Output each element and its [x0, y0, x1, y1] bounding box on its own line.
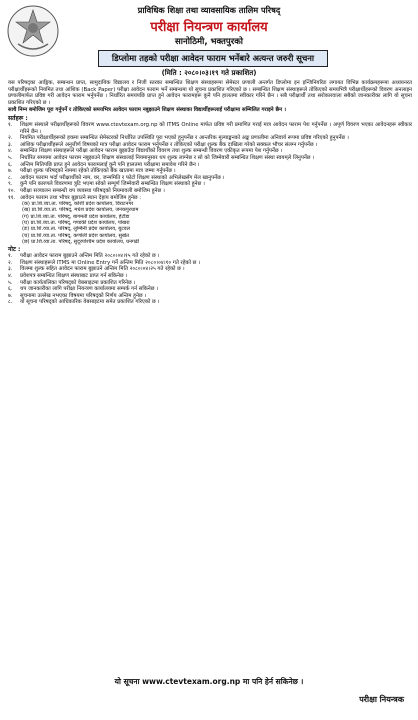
item-number: ४.	[8, 272, 13, 279]
signature-title: परीक्षा नियन्त्रक	[359, 695, 404, 704]
list-item	[8, 148, 412, 155]
list-item	[8, 266, 412, 273]
item-text: विलम्ब शुल्क सहित आवेदन फाराम बुझाउने अन्तिम मिति २०८०।०४।२५ गते रहेको छ ।	[20, 266, 185, 273]
item-number: २.	[8, 135, 13, 142]
address-item: (ङ) प्रा.शि.व्या.ता. परिषद्, लुम्बिनी प्रदेश कार्यालय, बुटवल	[22, 226, 131, 233]
office-location: सानोठिमी, भक्तपुरको	[175, 37, 243, 47]
list-item	[8, 273, 412, 280]
item-number: ८.	[8, 174, 13, 181]
list-item	[8, 188, 412, 195]
item-text: कुनै पनि कारणले विवरणमा त्रुटि भएमा सोको सम्पूर्ण जिम्मेवारी सम्बन्धित शिक्षण संस्थाको हुनेछ ।	[20, 181, 205, 188]
notice-body	[8, 80, 412, 306]
list-item	[8, 253, 412, 260]
list-item	[8, 181, 412, 188]
office-name: परीक्षा नियन्त्रण कार्यालय	[150, 20, 268, 35]
item-number: ३.	[8, 141, 13, 148]
item-text: आंशिक परीक्षार्थीहरूले अनुत्तीर्ण विषयको मात्र परीक्षा आवेदन फाराम भर्नुपर्नेछ र तोकिएको परीक्षा शुल्क बैंक दाखिला गरेको सक्कल भौचर संलग्न गर्नुपर्नेछ ।	[20, 141, 318, 148]
item-text: आवेदन फाराम तथा भौचर बुझाउने स्थान देहाय बमोजिम हुनेछ :	[20, 194, 142, 201]
notice-header	[0, 0, 418, 77]
item-number: १.	[8, 253, 13, 260]
list-item	[8, 122, 412, 135]
item-text: परीक्षा सञ्चालन सम्बन्धी थप व्यवस्था परिषद्को नियमावली बमोजिम हुनेछ ।	[20, 187, 165, 194]
notice-title-banner: डिप्लोमा तहको परीक्षा आवेदन फाराम भर्नेबारे अत्यन्त जरुरी सूचना	[98, 50, 328, 67]
item-text: सम्बन्धित शिक्षण संस्थाहरूले परीक्षा आवेदन फाराम बुझाउँदा विद्यार्थीको विवरण तथा शुल्क सम्बन्धी विवरण एकीकृत रूपमा पेश गर्नुपर्नेछ ।	[20, 148, 283, 155]
address-item: (घ) प्रा.शि.व्या.ता. परिषद्, गण्डकी प्रदेश कार्यालय, पोखरा	[22, 219, 130, 226]
notes-label: नोट :	[8, 246, 21, 254]
item-text: परीक्षा शुल्क परिषद्को नाममा रहेको तोकिएको बैंक खातामा मात्र जम्मा गर्नुपर्नेछ ।	[20, 168, 176, 175]
item-number: ११.	[8, 194, 16, 201]
address-item: (क) प्रा.शि.व्या.ता. परिषद्, कोशी प्रदेश कार्यालय, विराटनगर	[22, 201, 134, 208]
item-number: ७.	[8, 168, 13, 175]
item-number: १.	[8, 121, 13, 128]
notes-list	[8, 253, 412, 306]
item-number: ६.	[8, 286, 13, 293]
item-number: २.	[8, 259, 13, 266]
address-item: (ग) प्रा.शि.व्या.ता. परिषद्, बागमती प्रदेश कार्यालय, हेटौंडा	[22, 213, 130, 220]
intro-paragraph: यस परिषद्का आङ्गिक, सम्बन्धन प्राप्त, सामुदायिक विद्यालय र निजी स्तरका सम्बन्धित शिक्षण संस्थाहरूमा सेमेस्टर प्रणाली अन्तर्गत डिप्लोमा इन इन्जिनियरिङ लगायत विभिन्न कार्यक्रमहरूमा अध्ययनरत परीक्षार्थीहरूको नियमित तथा आंशिक (Back Paper) परीक्षा आवेदन फाराम भर्ने सम्बन्धमा यो सूचना प्रकाशित गरिएको छ । सम्बन्धित शिक्षण संस्थाहरूले तोकिएको समयभित्रै परीक्षार्थीहरूको विवरण अनलाइन प्रणालीमार्फत प्रविष्ट गरी आवेदन फाराम भर्नुपर्नेछ । निर्धारित समयपछि प्राप्त हुने आवेदन फारामहरू कुनै पनि हालतमा स्वीकार गरिने छैन । सबै परीक्षार्थी तथा सरोकारवाला सबैको जानकारीका लागि यो सूचना प्रकाशित गरिएको छ ।	[8, 80, 412, 106]
item-number: ६.	[8, 161, 13, 168]
item-text: परीक्षा कार्यतालिका परिषद्को वेबसाइटमा प्रकाशित गरिनेछ ।	[20, 279, 136, 286]
item-number: १०.	[8, 187, 16, 194]
item-number: ३.	[8, 266, 13, 273]
list-item	[8, 286, 412, 293]
item-number: ४.	[8, 148, 13, 155]
address-item: (छ) प्रा.शि.व्या.ता. परिषद्, सुदूरपश्चिम प्रदेश कार्यालय, धनगढी	[22, 238, 140, 245]
address-item: (च) प्रा.शि.व्या.ता. परिषद्, कर्णाली प्रदेश कार्यालय, सुर्खेत	[22, 232, 130, 239]
item-number: ७.	[8, 292, 13, 299]
item-text: यो सूचना परिषद्को आधिकारिक वेबसाइटमा समेत प्रकाशित गरिएको छ ।	[20, 299, 160, 306]
publication-date: (मिति : २०८०।०३।१९ गते प्रकाशित)	[161, 69, 257, 77]
item-number: ८.	[8, 299, 13, 306]
item-text: थप जानकारीका लागि परीक्षा नियन्त्रण कार्यालयमा सम्पर्क गर्न सकिनेछ ।	[20, 286, 159, 293]
item-text: निर्धारित समयमा आवेदन फाराम नबुझाउने शिक्षण संस्थालाई नियमानुसार थप शुल्क लाग्नेछ र सो को जिम्मेवारी सम्बन्धित शिक्षण संस्था स्वयम्‌ले लिनुपर्नेछ ।	[20, 154, 315, 161]
council-name: प्राविधिक शिक्षा तथा व्यावसायिक तालिम परिषद्	[137, 5, 281, 15]
address-list	[8, 201, 412, 245]
item-text: परीक्षा आवेदन फाराम बुझाउने अन्तिम मिति २०८०।०४।१५ गते रहेको छ ।	[20, 253, 160, 260]
item-text: शिक्षण संस्थाहरूले ITMS मा Online Entry गर्ने अन्तिम मिति २०८०।०४।१० गते रहेको छ ।	[20, 259, 201, 266]
item-text: नियमित परीक्षार्थीहरूको हकमा सम्बन्धित सेमेस्टरको निर्धारित उपस्थिति पूरा भएको हुनुपर्नेछ र आन्तरिक मूल्याङ्कनको अङ्क प्रणालीमा अनिवार्य रूपमा प्रविष्ट गरिएको हुनुपर्नेछ ।	[20, 135, 349, 142]
item-text: प्रवेशपत्र सम्बन्धित शिक्षण संस्थाबाट प्राप्त गर्न सकिनेछ ।	[20, 272, 128, 279]
website-note: यो सूचना www.ctevtexam.org.np मा पनि हेर्न सकिनेछ ।	[114, 677, 304, 686]
list-item	[8, 299, 412, 306]
item-text: शिक्षण संस्थाले परीक्षार्थीहरूको विवरण www.ctevtexam.org.np को ITMS Online मार्फत प्रविष्ट गरी प्रमाणित गराई मात्र आवेदन फाराम पेश गर्नुपर्नेछ । अपूर्ण विवरण भएका आवेदनहरू स्वीकार गरिने छैन ।	[20, 121, 412, 135]
conditions-list	[8, 122, 412, 201]
list-item	[8, 195, 412, 202]
notice-paragraph: साथै निम्न बमोजिम पूरा गर्नुपर्ने र तोकिएको समयभित्र आवेदन फाराम नबुझाउने शिक्षण संस्थाका विद्यार्थीहरूलाई परीक्षामा सम्मिलित गराइने छैन ।	[8, 107, 286, 114]
item-text: सूचनामा उल्लेख नभएका विषयमा परिषद्को निर्णय अन्तिम हुनेछ ।	[20, 292, 147, 299]
list-item	[8, 135, 412, 142]
conditions-label: सर्तहरू :	[8, 114, 28, 122]
item-text: आवेदन फाराम भर्दा परीक्षार्थीको नाम, थर, जन्ममिति र फोटो शिक्षण संस्थाको अभिलेखसँग मेल खानुपर्नेछ ।	[20, 174, 225, 181]
address-item: (ख) प्रा.शि.व्या.ता. परिषद्, मधेश प्रदेश कार्यालय, जनकपुरधाम	[22, 207, 139, 214]
list-item	[8, 168, 412, 175]
list-item	[8, 155, 412, 162]
item-text: अन्तिम मितिपछि प्राप्त हुने आवेदन फारामलाई कुनै पनि हालतमा परीक्षामा समावेश गरिने छैन ।	[20, 161, 200, 168]
item-number: ५.	[8, 154, 13, 161]
item-number: ९.	[8, 181, 13, 188]
item-number: ५.	[8, 279, 13, 286]
